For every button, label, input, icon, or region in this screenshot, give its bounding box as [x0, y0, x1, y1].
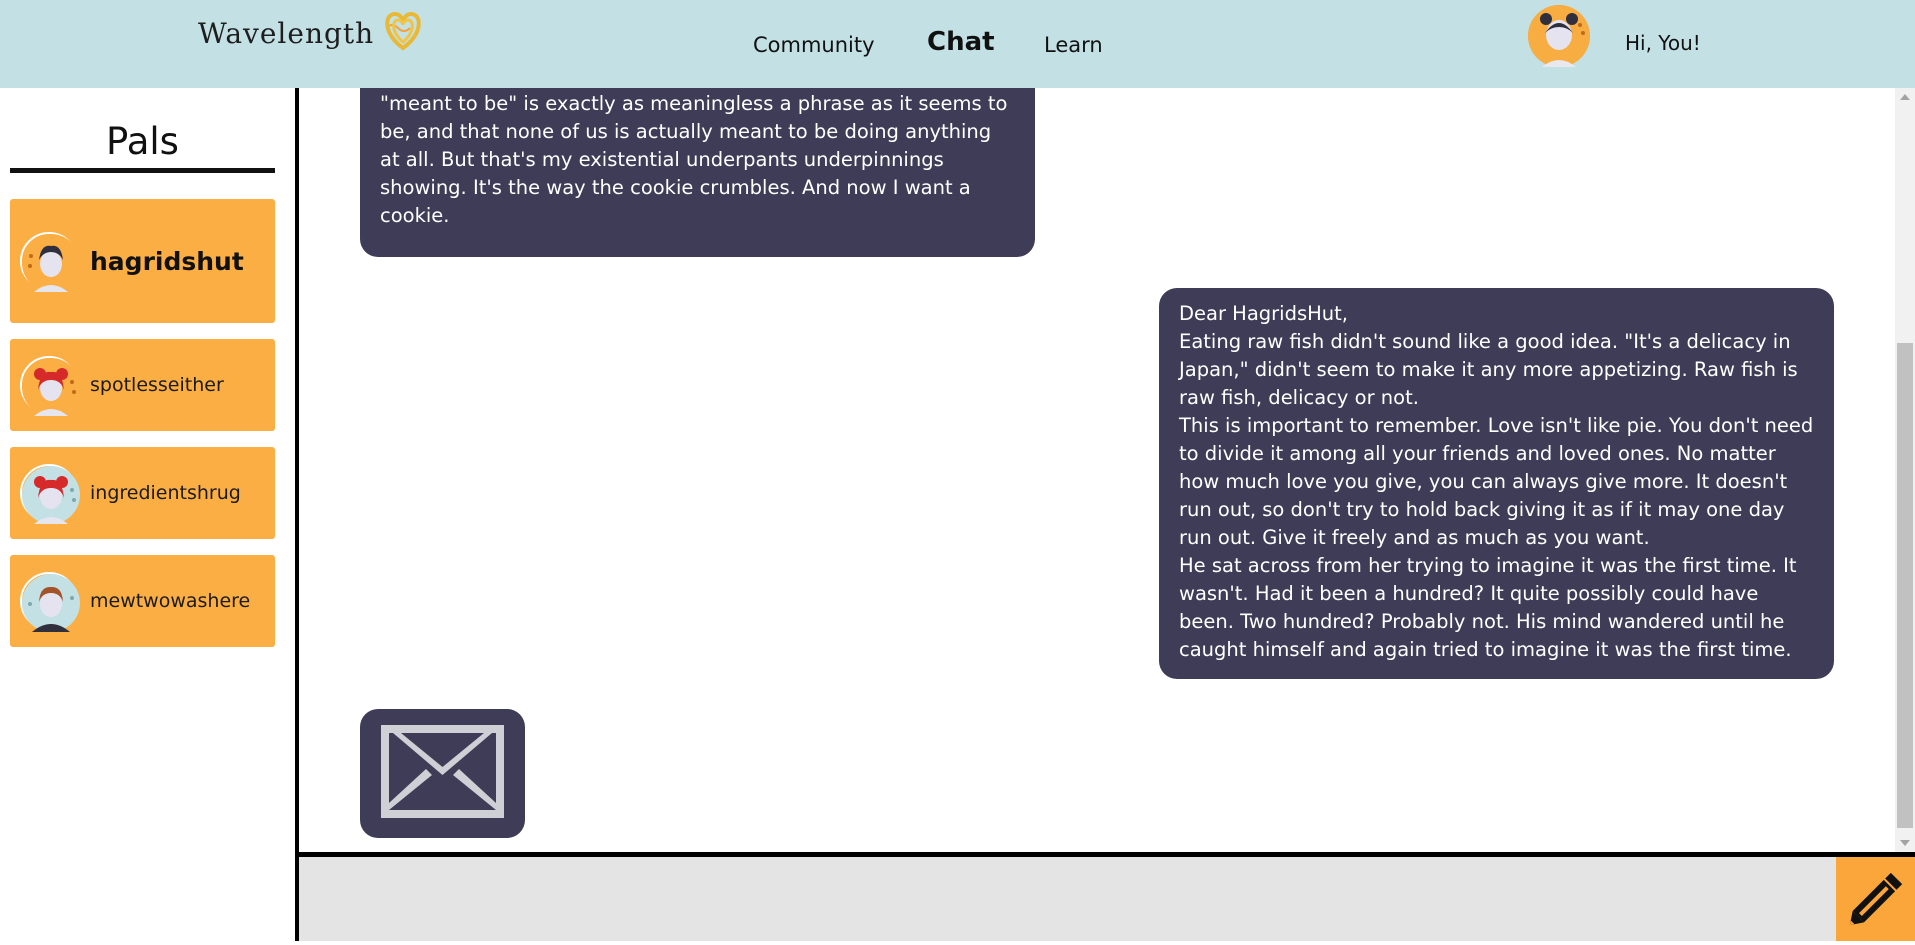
message-text: He sat across from her trying to imagine it was the first time. It wasn't. Had it been a hundred? It quite possibly could have been. Two hundred? Probably not. His mind wandered until he caught himself and again tried to imagine it was the first time. — [1179, 554, 1797, 661]
mail-button[interactable] — [360, 709, 525, 838]
pal-name: hagridshut — [90, 246, 244, 276]
top-header — [0, 0, 1915, 88]
pals-divider — [10, 168, 275, 173]
pal-avatar-icon — [20, 572, 78, 630]
wave-heart-icon — [378, 8, 428, 52]
user-avatar-icon[interactable] — [1528, 5, 1590, 67]
message-text: "meant to be" is exactly as meaningless a phrase as it seems to be, and that none of us is actually meant to be doing anything at all. But that's my existential underpants underpinnings showing. It's the way the cookie crumbles. And now I want a cookie. — [380, 92, 1008, 227]
send-button[interactable] — [1836, 857, 1915, 941]
message-text: Eating raw fish didn't sound like a good idea. "It's a delicacy in Japan," didn't seem to make it any more appetizing. Raw fish is raw fish, delicacy or not. — [1179, 330, 1798, 409]
logo[interactable] — [198, 14, 428, 52]
message-bubble-received — [360, 60, 1035, 257]
pal-item-hagridshut[interactable] — [10, 199, 275, 323]
nav-community[interactable]: Community — [753, 33, 875, 57]
pal-item-spotlesseither[interactable] — [10, 339, 275, 431]
pal-avatar-icon — [20, 356, 78, 414]
pal-avatar-icon — [20, 464, 78, 522]
scroll-up-arrow-icon[interactable] — [1900, 94, 1910, 100]
scroll-thumb[interactable] — [1897, 343, 1913, 828]
nav-learn[interactable]: Learn — [1044, 33, 1103, 57]
pal-name: ingredientshrug — [90, 482, 241, 504]
scroll-down-arrow-icon[interactable] — [1900, 840, 1910, 846]
logo-text: Wavelength — [198, 16, 375, 50]
message-text: Dear HagridsHut, — [1179, 302, 1349, 325]
pal-item-ingredientshrug[interactable] — [10, 447, 275, 539]
message-text: This is important to remember. Love isn't like pie. You don't need to divide it among all your friends and loved ones. No matter how much love you give, you can always give more. It doesn't run out, so don't try to hold back giving it as if it may one day run out. Give it freely and as much as you want. — [1179, 414, 1814, 549]
pals-sidebar — [0, 88, 295, 941]
envelope-icon — [360, 709, 525, 838]
user-face-icon — [1528, 5, 1590, 67]
pals-title: Pals — [106, 120, 179, 163]
pal-name: mewtwowashere — [90, 590, 251, 612]
pencil-icon — [1836, 857, 1915, 941]
pal-avatar-icon — [20, 232, 78, 290]
nav-chat[interactable]: Chat — [927, 27, 995, 57]
pal-item-mewtwowashere[interactable] — [10, 555, 275, 647]
chat-scrollbar[interactable] — [1895, 88, 1915, 852]
message-input[interactable] — [299, 857, 1836, 941]
message-bubble-sent — [1159, 288, 1834, 679]
chat-messages[interactable] — [299, 88, 1895, 852]
user-greeting: Hi, You! — [1625, 31, 1701, 55]
pal-name: spotlesseither — [90, 374, 224, 396]
